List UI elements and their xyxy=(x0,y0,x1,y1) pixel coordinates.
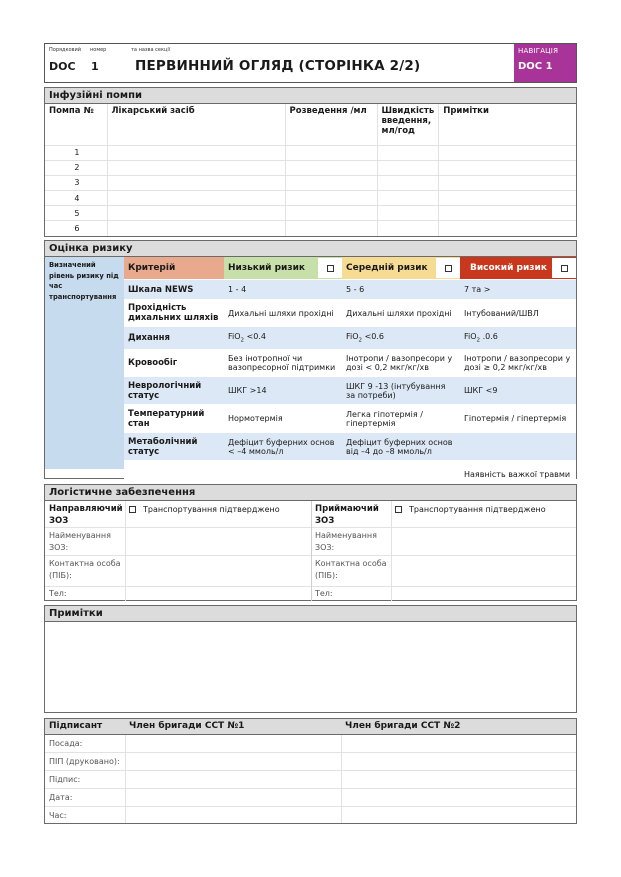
criterion-circulation: Кровообіг xyxy=(124,350,224,377)
pumps-table xyxy=(45,104,576,236)
receiving-facility-label: Приймаючий ЗОЗ xyxy=(315,504,379,526)
receiving-name-field[interactable]: Найменування ЗОЗ: xyxy=(315,531,377,552)
time-field[interactable]: Час: xyxy=(49,811,67,820)
printed-name-field[interactable]: ПІП (друковано): xyxy=(49,757,120,766)
header-high-risk[interactable] xyxy=(460,257,576,280)
doc-code: DOC xyxy=(49,60,76,73)
criterion-breathing: Дихання xyxy=(124,327,224,350)
table-row[interactable] xyxy=(45,206,576,221)
signature-field[interactable]: Підпис: xyxy=(49,775,81,784)
receiving-transport-confirmed[interactable] xyxy=(395,505,546,514)
criterion-trauma xyxy=(124,461,224,481)
header-low-risk[interactable] xyxy=(224,257,342,280)
pump-number: 5 xyxy=(45,206,107,221)
risk-assessment-title: Оцінка ризику xyxy=(45,241,576,257)
neuro-medium: ШКГ 9 -13 (інтубування за потреби) xyxy=(342,377,460,405)
table-row xyxy=(124,350,576,377)
caption-section-name: та назва секції xyxy=(131,47,171,53)
notes-title: Примітки xyxy=(45,606,576,622)
breathing-low: FiO$_2$ <0.4 xyxy=(224,327,342,350)
pump-number: 3 xyxy=(45,175,107,190)
pump-number: 6 xyxy=(45,221,107,236)
metabolic-medium: Дефіцит буферних основ від –4 до –8 ммоль/л xyxy=(342,433,460,461)
high-risk-label: Високий ризик xyxy=(470,263,547,273)
medium-risk-label: Середній ризик xyxy=(346,263,428,273)
sending-confirm-checkbox[interactable] xyxy=(129,506,136,513)
sending-name-field[interactable]: Найменування ЗОЗ: xyxy=(49,531,111,552)
date-field[interactable]: Дата: xyxy=(49,793,73,802)
col-drug: Лікарський засіб xyxy=(107,104,285,145)
neuro-high: ШКГ <9 xyxy=(460,377,576,405)
signatures-header xyxy=(45,719,576,735)
criterion-neuro: Неврологічний статус xyxy=(124,377,224,405)
table-row xyxy=(124,377,576,405)
col-notes: Примітки xyxy=(443,106,489,116)
document-header xyxy=(44,43,577,83)
table-row xyxy=(124,300,576,327)
criterion-airway: Прохідність дихальних шляхів xyxy=(124,300,224,327)
risk-assessment-section xyxy=(44,240,577,479)
temperature-low: Нормотермія xyxy=(224,405,342,433)
sending-confirm-label: Транспортування підтверджено xyxy=(143,505,280,514)
metabolic-low: Дефіцит буферних основ < –4 ммоль/л xyxy=(224,433,342,461)
navigation-doc[interactable]: DOC 1 xyxy=(518,61,553,72)
neuro-low: ШКГ >14 xyxy=(224,377,342,405)
table-row xyxy=(124,280,576,300)
notes-section xyxy=(44,605,577,713)
caption-sequence: Порядковий xyxy=(49,47,81,53)
table-row xyxy=(124,405,576,433)
low-risk-checkbox[interactable] xyxy=(327,265,334,272)
medium-risk-checkbox[interactable] xyxy=(445,265,452,272)
table-row[interactable] xyxy=(45,191,576,206)
sending-contact-field[interactable]: Контактна особа (ПІБ): xyxy=(49,559,121,580)
risk-level-label: Визначений рівень ризику під час транспортування xyxy=(45,257,124,469)
sending-transport-confirmed[interactable] xyxy=(129,505,280,514)
receiving-phone-field[interactable]: Тел: xyxy=(315,589,333,598)
infusion-pumps-section xyxy=(44,87,577,237)
circulation-medium: Інотропи / вазопресори у дозі < 0,2 мкг/кг/хв xyxy=(342,350,460,377)
news-low: 1 - 4 xyxy=(224,280,342,300)
risk-table xyxy=(124,257,576,481)
low-risk-label: Низький ризик xyxy=(228,263,306,273)
table-row[interactable] xyxy=(45,221,576,236)
airway-medium: Дихальні шляхи прохідні xyxy=(342,300,460,327)
signatures-section xyxy=(44,718,577,824)
table-row[interactable] xyxy=(45,145,576,160)
infusion-pumps-title: Інфузійні помпи xyxy=(45,88,576,104)
page-title: ПЕРВИННИЙ ОГЛЯД (СТОРІНКА 2/2) xyxy=(135,58,421,74)
pump-number: 1 xyxy=(45,145,107,160)
col-dilution: Розведення /мл xyxy=(285,104,377,145)
member2-label: Член бригади ССТ №2 xyxy=(345,721,461,731)
position-field[interactable]: Посада: xyxy=(49,739,83,748)
navigation-caption: НАВІГАЦІЯ xyxy=(518,47,559,55)
breathing-high: FiO$_2$ .0.6 xyxy=(460,327,576,350)
criterion-metabolic: Метаболічний статус xyxy=(124,433,224,461)
col-rate: Швидкість введення, мл/год xyxy=(377,104,439,145)
col-pump-number: Помпа № xyxy=(45,104,107,145)
pumps-header-row xyxy=(45,104,576,145)
caption-number: номер xyxy=(90,47,107,53)
airway-low: Дихальні шляхи прохідні xyxy=(224,300,342,327)
header-criterion: Критерій xyxy=(124,257,224,280)
circulation-low: Без інотропної чи вазопресорної підтримки xyxy=(224,350,342,377)
criterion-temperature: Температурний стан xyxy=(124,405,224,433)
trauma-high: Наявність важкої травми xyxy=(460,461,576,481)
signatory-label: Підписант xyxy=(49,721,103,731)
table-row[interactable] xyxy=(45,160,576,175)
news-high: 7 та > xyxy=(460,280,576,300)
logistics-title: Логістичне забезпечення xyxy=(45,485,576,501)
receiving-confirm-label: Транспортування підтверджено xyxy=(409,505,546,514)
receiving-confirm-checkbox[interactable] xyxy=(395,506,402,513)
table-row xyxy=(124,327,576,350)
member1-label: Член бригади ССТ №1 xyxy=(129,721,245,731)
doc-number: 1 xyxy=(91,60,99,73)
criterion-news: Шкала NEWS xyxy=(124,280,224,300)
header-medium-risk[interactable] xyxy=(342,257,460,280)
sending-phone-field[interactable]: Тел: xyxy=(49,589,67,598)
table-row xyxy=(124,461,576,481)
table-row[interactable] xyxy=(45,175,576,190)
high-risk-checkbox[interactable] xyxy=(561,265,568,272)
logistics-section xyxy=(44,484,577,601)
sending-facility-label: Направляючий ЗОЗ xyxy=(49,504,123,526)
risk-header-row xyxy=(124,257,576,280)
pump-number: 2 xyxy=(45,160,107,175)
navigation-badge[interactable] xyxy=(514,44,576,82)
temperature-medium: Легка гіпотермія / гіпертермія xyxy=(342,405,460,433)
notes-area[interactable] xyxy=(45,622,576,712)
receiving-contact-field[interactable]: Контактна особа (ПІБ): xyxy=(315,559,387,580)
news-medium: 5 - 6 xyxy=(342,280,460,300)
circulation-high: Інотропи / вазопресори у дозі ≥ 0,2 мкг/кг/хв xyxy=(460,350,576,377)
table-row xyxy=(124,433,576,461)
metabolic-high xyxy=(460,433,576,461)
temperature-high: Гіпотермія / гіпертермія xyxy=(460,405,576,433)
pump-number: 4 xyxy=(45,191,107,206)
airway-high: Інтубований/ШВЛ xyxy=(460,300,576,327)
breathing-medium: FiO$_2$ <0.6 xyxy=(342,327,460,350)
